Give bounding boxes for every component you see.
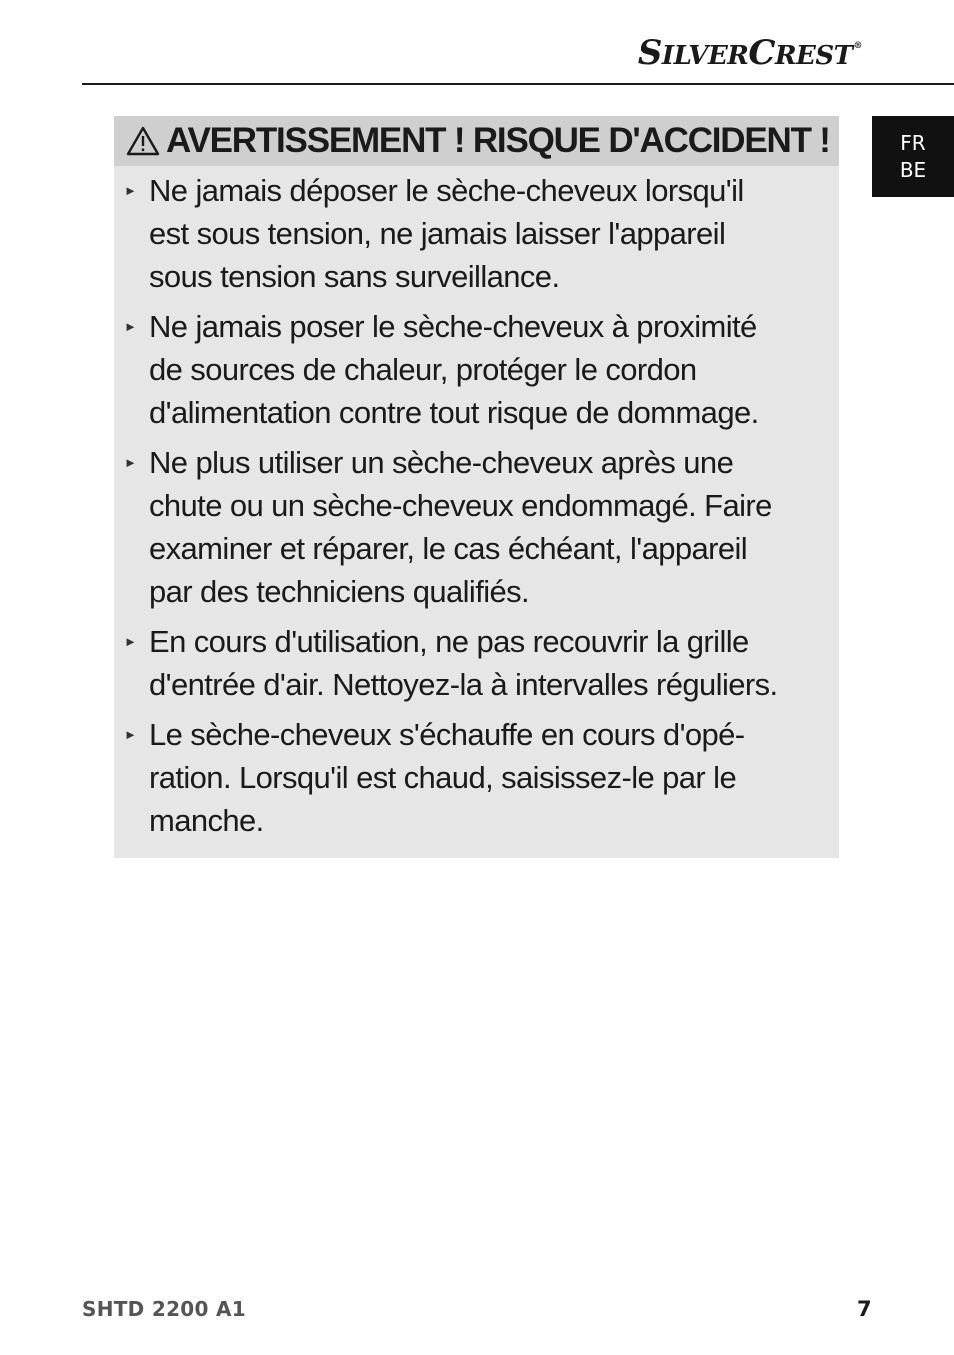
- bullet-arrow-icon: ►: [124, 727, 137, 742]
- header-divider: [82, 83, 954, 85]
- warning-item-line: manche.: [149, 803, 264, 838]
- warning-item-line: chute ou un sèche-cheveux endommagé. Faire: [149, 488, 772, 523]
- warning-item-line: examiner et réparer, le cas échéant, l'appareil: [149, 531, 748, 566]
- registered-mark: ®: [853, 41, 862, 51]
- logo-letter-c: C: [748, 33, 775, 73]
- language-code-be: BE: [899, 157, 927, 182]
- warning-triangle-icon: [126, 126, 160, 156]
- bullet-arrow-icon: ►: [124, 319, 137, 334]
- warning-item: [114, 305, 839, 434]
- bullet-arrow-icon: ►: [124, 455, 137, 470]
- logo-letter-s: S: [637, 33, 662, 73]
- logo-text-rest: REST: [774, 41, 853, 71]
- warning-item: [114, 441, 839, 613]
- language-code-fr: FR: [900, 130, 926, 155]
- warning-item-line: de sources de chaleur, protéger le cordon: [149, 352, 697, 387]
- warning-title: AVERTISSEMENT ! RISQUE D'ACCIDENT !: [166, 121, 830, 160]
- warning-item-line: est sous tension, ne jamais laisser l'appareil: [149, 216, 726, 251]
- model-number: SHTD 2200 A1: [82, 1297, 246, 1321]
- bullet-arrow-icon: ►: [124, 634, 137, 649]
- warning-item-line: sous tension sans surveillance.: [149, 259, 560, 294]
- warning-item-line: En cours d'utilisation, ne pas recouvrir la grille: [149, 624, 749, 659]
- warning-item-line: Ne jamais poser le sèche-cheveux à proximité: [149, 309, 757, 344]
- warning-box: [114, 116, 839, 858]
- logo-text-ilver: ILVER: [661, 41, 749, 71]
- warning-item: [114, 620, 839, 706]
- warning-item-line: d'alimentation contre tout risque de dommage.: [149, 395, 759, 430]
- warning-item-line: Ne jamais déposer le sèche-cheveux lorsqu'il: [149, 173, 744, 208]
- brand-logo: [637, 33, 862, 73]
- warning-item-line: Ne plus utiliser un sèche-cheveux après une: [149, 445, 734, 480]
- language-tab: [872, 116, 954, 197]
- warning-list: [114, 169, 839, 849]
- warning-item: [114, 169, 839, 298]
- bullet-arrow-icon: ►: [124, 183, 137, 198]
- warning-item-line: ration. Lorsqu'il est chaud, saisissez-le par le: [149, 760, 737, 795]
- warning-header: [114, 116, 839, 166]
- warning-item-line: d'entrée d'air. Nettoyez-la à intervalles réguliers.: [149, 667, 778, 702]
- warning-item-line: par des techniciens qualifiés.: [149, 574, 530, 609]
- page-number: 7: [857, 1297, 872, 1321]
- warning-item: [114, 713, 839, 842]
- warning-item-line: Le sèche-cheveux s'échauffe en cours d'opé-: [149, 717, 745, 752]
